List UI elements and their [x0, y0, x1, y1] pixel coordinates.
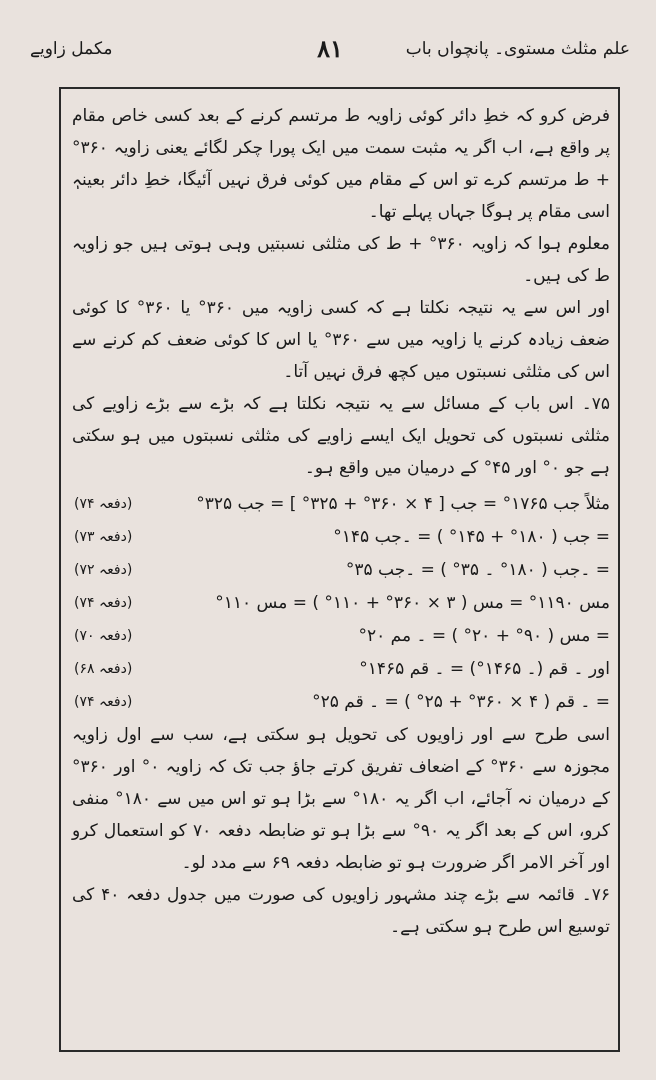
equation-row — [72, 488, 610, 521]
section-title: مکمل زاویے — [30, 39, 113, 59]
paragraph-1: فرض کرو کہ خطِ دائر کوئی زاویہ ط مرتسم کرنے کے بعد کسی خاص مقام پر واقع ہے، اب اگر یہ مثبت سمت میں ایک پورا چکر لگائے یعنی زاویہ ۳۶۰° + ط مرتسم کرے تو اس کے مقام میں کوئی فرق نہیں آئیگا، خطِ دائر بعینہٖ اسی مقام پر ہوگا جہاں پہلے تھا۔ — [72, 106, 610, 222]
equation-expression: = جب ( ۱۸۰° + ۱۴۵° ) = ۔جب ۱۴۵° — [333, 527, 610, 547]
equation-block — [72, 488, 610, 719]
page-body — [72, 100, 610, 943]
paragraph-4: ۷۵۔ اس باب کے مسائل سے یہ نتیجہ نکلتا ہے کہ بڑے سے بڑے زاویے کی مثلثی نسبتوں کی تحویل ایک ایسے زاویے کی مثلثی نسبتوں میں ہو سکتی ہے جو ۰° اور ۴۵° کے درمیان میں واقع ہو۔ — [72, 394, 610, 478]
chapter-title: علم مثلث مستوی۔ پانچواں باب — [405, 39, 630, 59]
equation-row — [72, 653, 610, 686]
equation-row — [72, 521, 610, 554]
equation-expression: مس ۱۱۹۰° = مس ( ۳ × ۳۶۰° + ۱۱۰° ) = مس ۱۱۰° — [215, 593, 610, 613]
equation-row — [72, 554, 610, 587]
paragraph-3: اور اس سے یہ نتیجہ نکلتا ہے کہ کسی زاویہ میں ۳۶۰° یا ۳۶۰° کا کوئی ضعف زیادہ کرنے یا زاویہ میں سے ۳۶۰° یا اس کا کوئی ضعف کم کرنے سے اس کی مثلثی نسبتوں میں کچھ فرق نہیں آتا۔ — [72, 298, 611, 382]
equation-reference: (دفعہ ۶۸) — [74, 661, 133, 677]
page-number: ۸۱ — [317, 34, 343, 63]
equation-expression: = ۔جب ( ۱۸۰° ۔ ۳۵° ) = ۔جب ۳۵° — [345, 560, 610, 580]
equation-reference: (دفعہ ۷۰) — [74, 628, 133, 644]
equation-expression: = مس ( ۹۰° + ۲۰° ) = ۔ مم ۲۰° — [358, 626, 610, 646]
equation-expression: مثلاً جب ۱۷۶۵° = جب [ ۴ × ۳۶۰° + ۳۲۵° ] = جب ۳۲۵° — [196, 494, 610, 514]
equation-reference: (دفعہ ۷۴) — [74, 694, 133, 710]
paragraph-2: معلوم ہوا کہ زاویہ ۳۶۰° + ط کی مثلثی نسبتیں وہی ہوتی ہیں جو زاویہ ط کی ہیں۔ — [72, 234, 610, 286]
equation-row — [72, 686, 610, 719]
equation-reference: (دفعہ ۷۲) — [74, 562, 133, 578]
equation-row — [72, 587, 610, 620]
equation-expression: اور ۔ قم (۔ ۱۴۶۵°) = ۔ قم ۱۴۶۵° — [359, 659, 610, 679]
equation-reference: (دفعہ ۷۴) — [74, 595, 133, 611]
equation-expression: = ۔ قم ( ۴ × ۳۶۰° + ۲۵° ) = ۔ قم ۲۵° — [312, 692, 610, 712]
paragraph-closing-2: ۷۶۔ قائمہ سے بڑے چند مشہور زاویوں کی صورت میں جدول دفعہ ۴۰ کی توسیع اس طرح ہو سکتی ہے۔ — [72, 885, 611, 937]
page-header — [30, 32, 630, 72]
paragraph-closing-1: اسی طرح سے اور زاویوں کی تحویل ہو سکتی ہے، سب سے اول زاویہ مجوزہ سے ۳۶۰° کے اضعاف تفریق کرتے جاؤ جب تک کہ زاویہ ۰° اور ۳۶۰° کے درمیان نہ آجائے، اب اگر یہ ۱۸۰° سے بڑا ہو تو اس میں سے ۱۸۰° منفی کرو، اس کے بعد اگر یہ ۹۰° سے بڑا ہو تو ضابطہ دفعہ ۷۰ کو استعمال کرو اور آخر الامر اگر ضرورت ہو تو ضابطہ دفعہ ۶۹ سے مدد لو۔ — [72, 725, 610, 873]
equation-reference: (دفعہ ۷۴) — [74, 496, 133, 512]
equation-row — [72, 620, 610, 653]
equation-reference: (دفعہ ۷۳) — [74, 529, 133, 545]
